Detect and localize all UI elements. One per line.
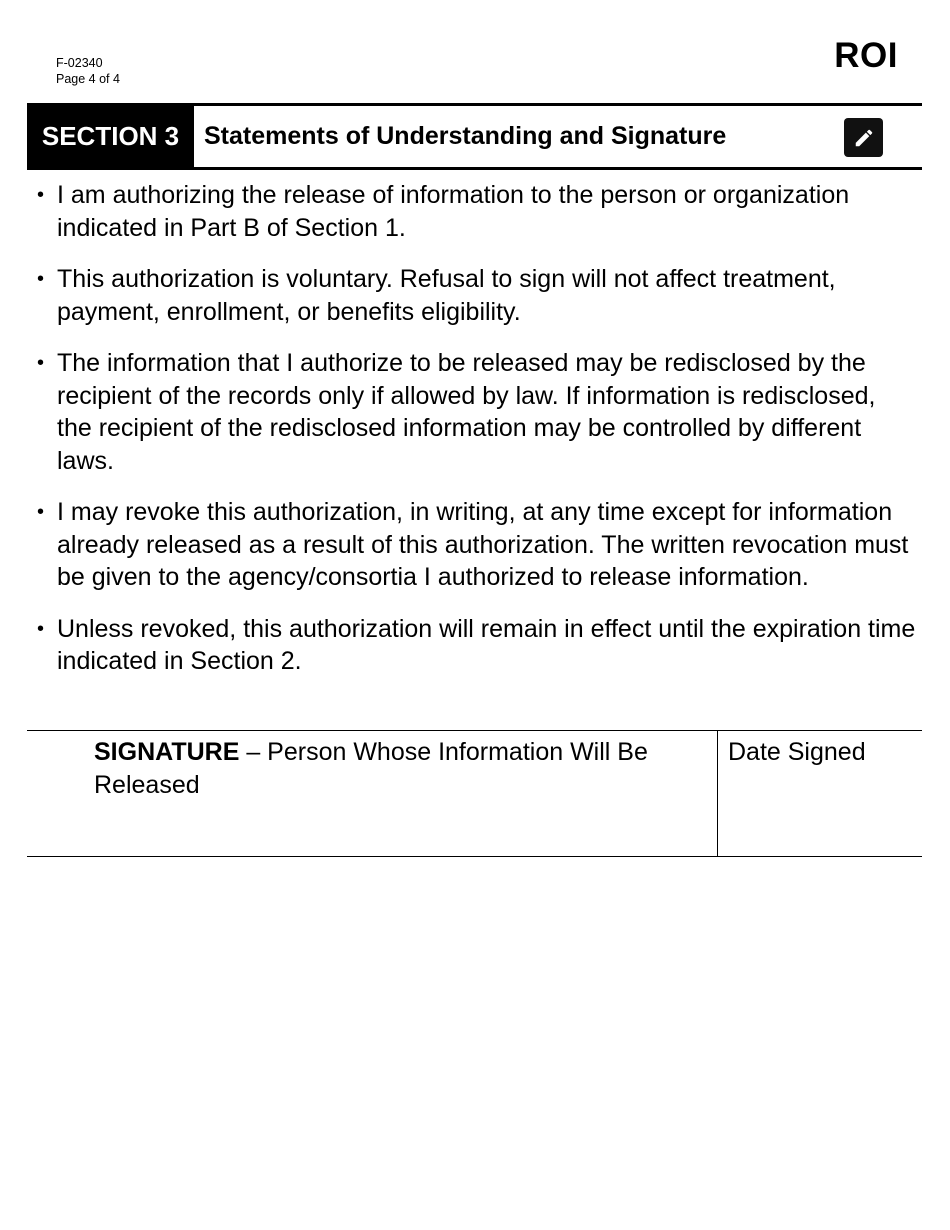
date-signed-field[interactable] (718, 731, 922, 856)
form-identifier (56, 55, 120, 87)
statement-text: I may revoke this authorization, in writing, at any time except for information already released as a result of this authorization. The written revocation must be given to the agency/consortia I authorized to release information. (57, 498, 909, 591)
list-item (36, 347, 916, 477)
date-signed-label: Date Signed (728, 738, 866, 766)
signature-label-rest: – Person Whose Information Will Be Released (94, 738, 648, 799)
list-item (36, 263, 916, 328)
bullet-icon: • (37, 268, 45, 290)
list-item (36, 496, 916, 594)
signature-field[interactable] (27, 731, 718, 856)
form-number: F-02340 (56, 56, 103, 70)
bullet-icon: • (37, 352, 45, 374)
statement-text: Unless revoked, this authorization will remain in effect until the expiration time indicated in Section 2. (57, 614, 916, 675)
bullet-icon: • (37, 184, 45, 206)
section-tag: SECTION 3 (27, 106, 194, 167)
form-code: ROI (834, 36, 898, 75)
edit-button[interactable] (844, 118, 883, 157)
signature-table (27, 730, 922, 857)
statement-text: This authorization is voluntary. Refusal to sign will not affect treatment, payment, enrollment, or benefits eligibility. (57, 265, 836, 326)
bullet-icon: • (37, 501, 45, 523)
section-title: Statements of Understanding and Signature (204, 122, 727, 150)
statement-text: The information that I authorize to be released may be redisclosed by the recipient of the records only if allowed by law. If information is redisclosed, the recipient of the redisclosed information may be controlled by different laws. (57, 349, 876, 475)
pencil-icon (853, 127, 875, 149)
bullet-icon: • (37, 617, 45, 640)
list-item (36, 613, 916, 678)
signature-label-bold: SIGNATURE (94, 738, 240, 766)
page-indicator: Page 4 of 4 (56, 72, 120, 86)
section-header (27, 103, 922, 170)
statements-list (36, 179, 916, 697)
list-item (36, 179, 916, 244)
signature-label (94, 736, 694, 802)
statement-text: I am authorizing the release of information to the person or organization indicated in Part B of Section 1. (57, 181, 850, 242)
